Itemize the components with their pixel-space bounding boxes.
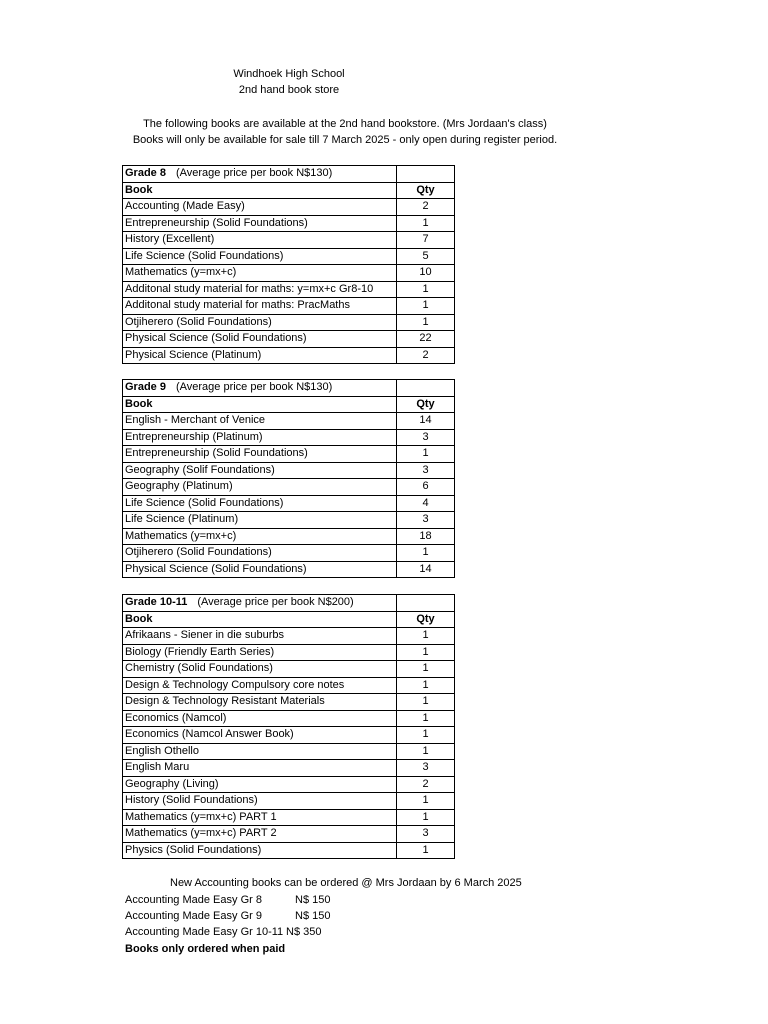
book-title-cell: Life Science (Solid Foundations) — [123, 248, 397, 265]
grade-header — [123, 595, 397, 612]
book-title-cell: Chemistry (Solid Foundations) — [123, 661, 397, 678]
table-row — [123, 347, 455, 364]
order-item — [125, 924, 322, 940]
intro-line-1: The following books are available at the 2nd hand bookstore. (Mrs Jordaan's class) — [143, 118, 547, 130]
grade-label: Grade 10-11 — [125, 596, 188, 609]
order-item-price: N$ 150 — [295, 910, 331, 922]
book-title-cell: Mathematics (y=mx+c) PART 2 — [123, 826, 397, 843]
book-title-cell: Physics (Solid Foundations) — [123, 842, 397, 859]
table-row — [123, 331, 455, 348]
average-price-note: (Average price per book N$130) — [175, 167, 333, 180]
order-item — [125, 908, 331, 924]
table-row — [123, 793, 455, 810]
book-title-cell: Entrepreneurship (Solid Foundations) — [123, 215, 397, 232]
order-item — [125, 892, 331, 908]
table-row — [123, 298, 455, 315]
quantity-cell: 1 — [397, 743, 455, 760]
quantity-cell: 3 — [397, 429, 455, 446]
table-row — [123, 743, 455, 760]
order-item-name: Accounting Made Easy Gr 10-11 — [125, 926, 284, 938]
quantity-cell: 14 — [397, 561, 455, 578]
quantity-cell: 3 — [397, 462, 455, 479]
quantity-cell: 1 — [397, 793, 455, 810]
book-title-cell: Entrepreneurship (Platinum) — [123, 429, 397, 446]
grade-10-11-table — [122, 594, 455, 859]
quantity-cell: 3 — [397, 512, 455, 529]
column-header-row — [123, 396, 455, 413]
table-row — [123, 429, 455, 446]
book-title-cell: Physical Science (Solid Foundations) — [123, 331, 397, 348]
grade-header — [123, 166, 397, 183]
book-title-cell: Otjiherero (Solid Foundations) — [123, 314, 397, 331]
book-title-cell: Geography (Platinum) — [123, 479, 397, 496]
quantity-cell: 22 — [397, 331, 455, 348]
column-header-book: Book — [123, 396, 397, 413]
quantity-cell: 3 — [397, 760, 455, 777]
quantity-cell: 1 — [397, 694, 455, 711]
table-row — [123, 199, 455, 216]
quantity-cell: 1 — [397, 298, 455, 315]
table-row — [123, 661, 455, 678]
table-row — [123, 561, 455, 578]
table-row — [123, 462, 455, 479]
column-header-book: Book — [123, 611, 397, 628]
grade-header-row — [123, 166, 455, 183]
school-name: Windhoek High School — [233, 68, 345, 80]
order-item-price: N$ 150 — [295, 894, 331, 906]
quantity-cell: 1 — [397, 628, 455, 645]
table-row — [123, 809, 455, 826]
table-row — [123, 413, 455, 430]
book-title-cell: Otjiherero (Solid Foundations) — [123, 545, 397, 562]
book-title-cell: Mathematics (y=mx+c) PART 1 — [123, 809, 397, 826]
average-price-note: (Average price per book N$130) — [175, 381, 333, 394]
table-row — [123, 265, 455, 282]
book-title-cell: Design & Technology Compulsory core notes — [123, 677, 397, 694]
book-title-cell: Design & Technology Resistant Materials — [123, 694, 397, 711]
book-title-cell: Afrikaans - Siener in die suburbs — [123, 628, 397, 645]
table-row — [123, 760, 455, 777]
grade-header-empty-cell — [397, 380, 455, 397]
table-row — [123, 248, 455, 265]
quantity-cell: 1 — [397, 710, 455, 727]
book-title-cell: Additonal study material for maths: y=mx+c Gr8-10 — [123, 281, 397, 298]
average-price-note: (Average price per book N$200) — [197, 596, 354, 609]
table-row — [123, 314, 455, 331]
column-header-qty: Qty — [397, 396, 455, 413]
quantity-cell: 2 — [397, 347, 455, 364]
quantity-cell: 1 — [397, 545, 455, 562]
book-title-cell: English Othello — [123, 743, 397, 760]
payment-note: Books only ordered when paid — [125, 943, 286, 955]
table-row — [123, 479, 455, 496]
book-title-cell: Geography (Solif Foundations) — [123, 462, 397, 479]
book-title-cell: Economics (Namcol) — [123, 710, 397, 727]
table-row — [123, 694, 455, 711]
book-title-cell: Life Science (Solid Foundations) — [123, 495, 397, 512]
grade-header-empty-cell — [397, 595, 455, 612]
quantity-cell: 4 — [397, 495, 455, 512]
book-title-cell: Economics (Namcol Answer Book) — [123, 727, 397, 744]
book-title-cell: Life Science (Platinum) — [123, 512, 397, 529]
grade-9-table — [122, 379, 455, 578]
book-title-cell: Mathematics (y=mx+c) — [123, 528, 397, 545]
book-title-cell: Biology (Friendly Earth Series) — [123, 644, 397, 661]
book-title-cell: Additonal study material for maths: PracMaths — [123, 298, 397, 315]
book-title-cell: Physical Science (Solid Foundations) — [123, 561, 397, 578]
grade-8-table — [122, 165, 455, 364]
table-row — [123, 727, 455, 744]
table-row — [123, 215, 455, 232]
quantity-cell: 2 — [397, 199, 455, 216]
quantity-cell: 1 — [397, 215, 455, 232]
grade-header-row — [123, 595, 455, 612]
store-name: 2nd hand book store — [238, 84, 340, 96]
quantity-cell: 1 — [397, 661, 455, 678]
table-row — [123, 512, 455, 529]
quantity-cell: 1 — [397, 446, 455, 463]
quantity-cell: 1 — [397, 809, 455, 826]
quantity-cell: 1 — [397, 842, 455, 859]
quantity-cell: 6 — [397, 479, 455, 496]
table-row — [123, 628, 455, 645]
book-title-cell: Mathematics (y=mx+c) — [123, 265, 397, 282]
table-row — [123, 776, 455, 793]
table-row — [123, 644, 455, 661]
book-title-cell: Entrepreneurship (Solid Foundations) — [123, 446, 397, 463]
order-item-name: Accounting Made Easy Gr 8 — [125, 894, 262, 906]
book-title-cell: English - Merchant of Venice — [123, 413, 397, 430]
grade-header-empty-cell — [397, 166, 455, 183]
grade-header-row — [123, 380, 455, 397]
order-title: New Accounting books can be ordered @ Mrs Jordaan by 6 March 2025 — [170, 877, 522, 889]
quantity-cell: 1 — [397, 644, 455, 661]
book-title-cell: History (Solid Foundations) — [123, 793, 397, 810]
table-row — [123, 528, 455, 545]
table-row — [123, 826, 455, 843]
quantity-cell: 3 — [397, 826, 455, 843]
table-row — [123, 281, 455, 298]
table-row — [123, 677, 455, 694]
book-title-cell: Physical Science (Platinum) — [123, 347, 397, 364]
grade-label: Grade 8 — [125, 167, 166, 180]
quantity-cell: 1 — [397, 281, 455, 298]
order-item-price: N$ 350 — [286, 926, 322, 938]
column-header-qty: Qty — [397, 182, 455, 199]
table-row — [123, 446, 455, 463]
intro-line-2: Books will only be available for sale till 7 March 2025 - only open during register period. — [132, 134, 558, 146]
quantity-cell: 14 — [397, 413, 455, 430]
order-item-name: Accounting Made Easy Gr 9 — [125, 910, 262, 922]
book-title-cell: Geography (Living) — [123, 776, 397, 793]
table-row — [123, 545, 455, 562]
table-row — [123, 710, 455, 727]
quantity-cell: 1 — [397, 314, 455, 331]
table-row — [123, 495, 455, 512]
grade-label: Grade 9 — [125, 381, 166, 394]
book-title-cell: English Maru — [123, 760, 397, 777]
column-header-qty: Qty — [397, 611, 455, 628]
grade-header — [123, 380, 397, 397]
book-title-cell: History (Excellent) — [123, 232, 397, 249]
table-row — [123, 232, 455, 249]
table-row — [123, 842, 455, 859]
quantity-cell: 1 — [397, 677, 455, 694]
quantity-cell: 2 — [397, 776, 455, 793]
quantity-cell: 1 — [397, 727, 455, 744]
column-header-row — [123, 611, 455, 628]
quantity-cell: 18 — [397, 528, 455, 545]
quantity-cell: 5 — [397, 248, 455, 265]
column-header-book: Book — [123, 182, 397, 199]
quantity-cell: 7 — [397, 232, 455, 249]
column-header-row — [123, 182, 455, 199]
book-title-cell: Accounting (Made Easy) — [123, 199, 397, 216]
quantity-cell: 10 — [397, 265, 455, 282]
